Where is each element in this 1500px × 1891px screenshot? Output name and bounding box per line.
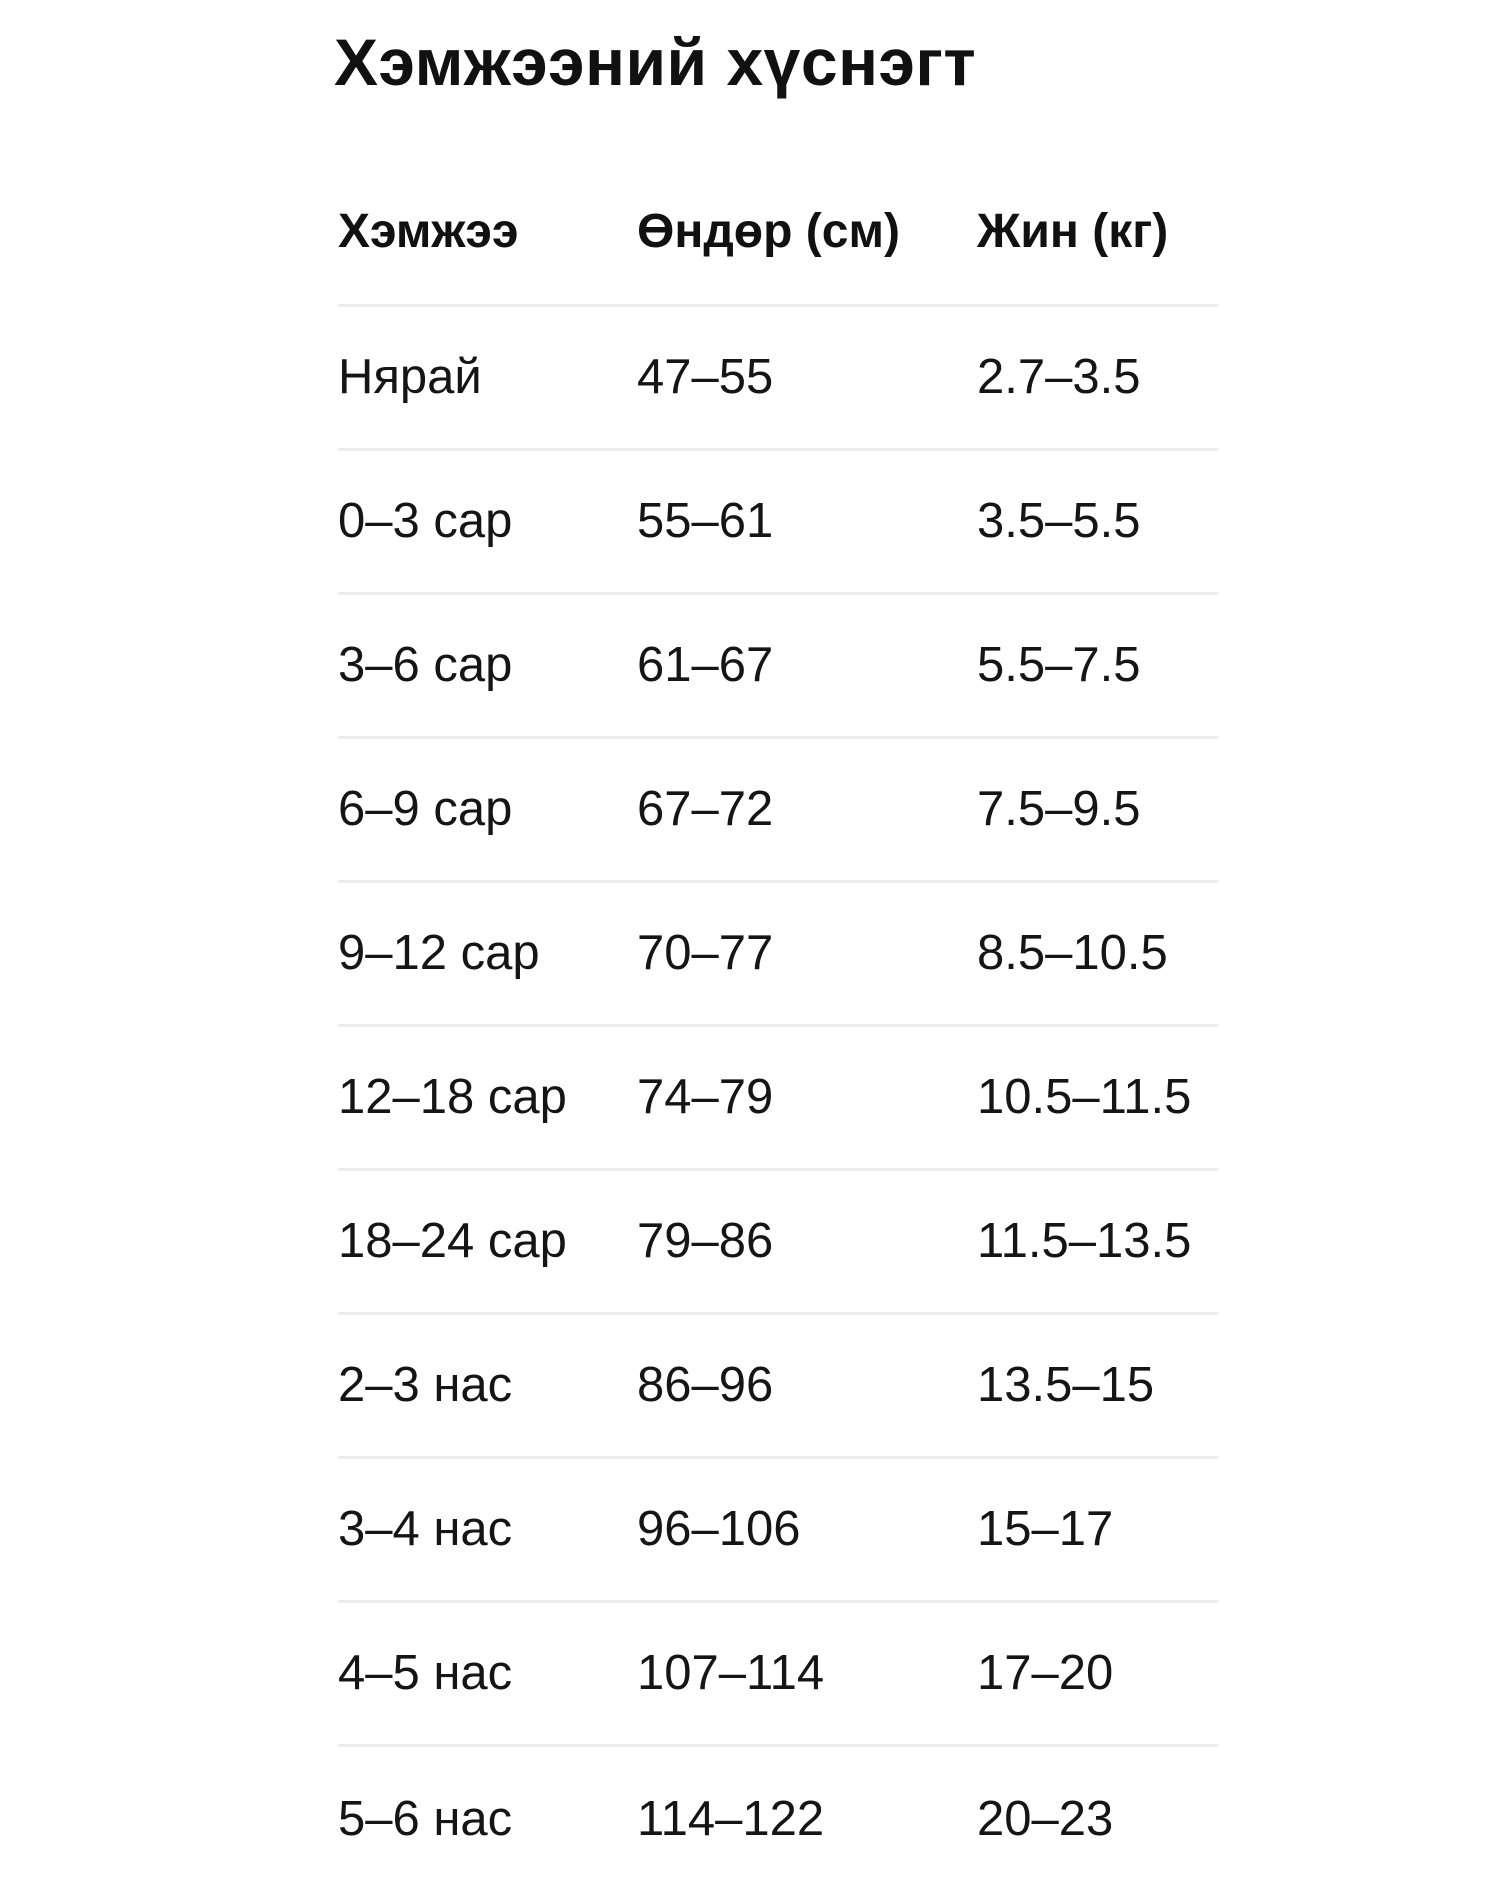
table-row bbox=[338, 1315, 1218, 1459]
cell-height: 79–86 bbox=[637, 1214, 774, 1268]
cell-weight: 7.5–9.5 bbox=[977, 782, 1141, 836]
cell-height: 47–55 bbox=[637, 350, 774, 404]
cell-weight: 3.5–5.5 bbox=[977, 494, 1141, 548]
cell-size: 3–4 нас bbox=[338, 1502, 513, 1556]
table-row bbox=[338, 1603, 1218, 1747]
column-header-height: Өндөр (см) bbox=[637, 205, 900, 258]
cell-size: 4–5 нас bbox=[338, 1646, 513, 1700]
column-header-size: Хэмжээ bbox=[338, 205, 519, 258]
cell-weight: 20–23 bbox=[977, 1791, 1114, 1846]
cell-weight: 8.5–10.5 bbox=[977, 926, 1168, 980]
cell-size: 2–3 нас bbox=[338, 1358, 513, 1412]
cell-weight: 5.5–7.5 bbox=[977, 638, 1141, 692]
table-row bbox=[338, 451, 1218, 595]
cell-height: 107–114 bbox=[637, 1646, 825, 1700]
cell-height: 67–72 bbox=[637, 782, 774, 836]
cell-weight: 11.5–13.5 bbox=[977, 1214, 1192, 1268]
table-row bbox=[338, 595, 1218, 739]
cell-size: 3–6 сар bbox=[338, 638, 513, 692]
table-row bbox=[338, 1171, 1218, 1315]
table-row bbox=[338, 739, 1218, 883]
cell-weight: 17–20 bbox=[977, 1646, 1114, 1700]
table-row bbox=[338, 1459, 1218, 1603]
table-row bbox=[338, 307, 1218, 451]
cell-weight: 15–17 bbox=[977, 1502, 1114, 1556]
cell-height: 114–122 bbox=[637, 1791, 825, 1846]
size-table bbox=[338, 160, 1218, 1891]
cell-weight: 2.7–3.5 bbox=[977, 350, 1141, 404]
cell-height: 61–67 bbox=[637, 638, 774, 692]
cell-weight: 10.5–11.5 bbox=[977, 1070, 1192, 1124]
cell-size: Нярай bbox=[338, 350, 482, 404]
table-header-row bbox=[338, 160, 1218, 307]
column-header-weight: Жин (кг) bbox=[977, 205, 1169, 258]
table-row bbox=[338, 883, 1218, 1027]
cell-size: 12–18 сар bbox=[338, 1070, 567, 1124]
cell-size: 9–12 сар bbox=[338, 926, 540, 980]
table-row bbox=[338, 1747, 1218, 1891]
cell-size: 6–9 сар bbox=[338, 782, 513, 836]
cell-height: 86–96 bbox=[637, 1358, 774, 1412]
cell-size: 5–6 нас bbox=[338, 1791, 513, 1846]
cell-height: 96–106 bbox=[637, 1502, 801, 1556]
cell-weight: 13.5–15 bbox=[977, 1358, 1155, 1412]
cell-size: 18–24 сар bbox=[338, 1214, 567, 1268]
cell-height: 55–61 bbox=[637, 494, 774, 548]
cell-size: 0–3 сар bbox=[338, 494, 513, 548]
cell-height: 74–79 bbox=[637, 1070, 774, 1124]
table-row bbox=[338, 1027, 1218, 1171]
cell-height: 70–77 bbox=[637, 926, 774, 980]
page-title: Хэмжээний хүснэгт bbox=[334, 25, 977, 99]
